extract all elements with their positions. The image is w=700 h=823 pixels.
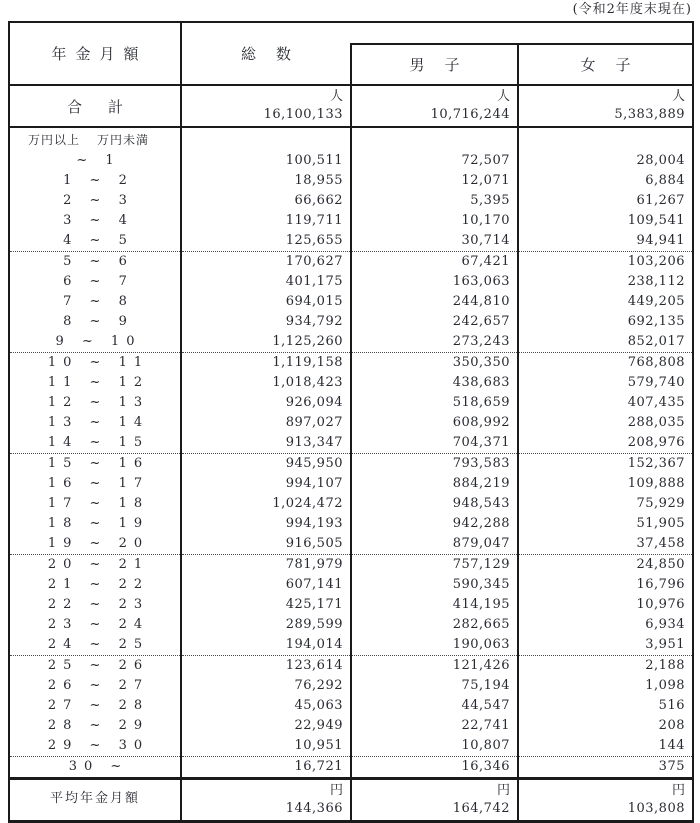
total-value: 170,627: [181, 252, 351, 273]
table-row: [9, 373, 693, 393]
table-row: [9, 676, 693, 696]
female-value: 449,205: [518, 292, 693, 312]
range-label: 14 ~ 15: [9, 433, 181, 454]
table-row: [9, 211, 693, 231]
female-value: 6,884: [518, 171, 693, 191]
range-label: 2 ~ 3: [63, 193, 134, 208]
total-value: 607,141: [181, 575, 351, 595]
range-label: 16 ~ 17: [47, 476, 150, 491]
yen-unit: 円: [329, 783, 343, 798]
total-value: 401,175: [181, 272, 351, 292]
male-value: 190,063: [351, 635, 518, 656]
female-value: 109,888: [518, 474, 693, 494]
male-value: 67,421: [351, 252, 518, 273]
table-row: [9, 413, 693, 433]
total-value: 425,171: [181, 595, 351, 615]
average-label-cell: [9, 779, 181, 822]
range-label: 22 ~ 23: [47, 597, 150, 612]
range-label: 1 ~ 2: [63, 173, 134, 188]
range-label: 19 ~ 20: [9, 534, 181, 555]
male-value: 704,371: [351, 433, 518, 454]
average-label: 平均年金月額: [49, 791, 140, 806]
male-value: 793,583: [351, 454, 518, 475]
average-female-cell: [518, 779, 693, 822]
total-value: 100,511: [181, 151, 351, 171]
average-male-cell: [351, 779, 518, 822]
range-label: 13 ~ 14: [47, 415, 150, 430]
male-value: 879,047: [351, 534, 518, 555]
table-row: [9, 555, 693, 576]
male-value: 244,810: [351, 292, 518, 312]
female-value: 768,808: [518, 353, 693, 374]
header-female: 女子: [518, 44, 693, 85]
total-value: 289,599: [181, 615, 351, 635]
yen-unit: 円: [496, 783, 510, 798]
total-value: 934,792: [181, 312, 351, 332]
table-row: [9, 252, 693, 273]
header-pension-amount: 年金月額: [9, 22, 181, 85]
average-total-cell: [181, 779, 351, 822]
female-value: 10,976: [518, 595, 693, 615]
table-row: [9, 191, 693, 211]
total-value: 994,107: [181, 474, 351, 494]
table-row: [9, 656, 693, 677]
total-value: 1,125,260: [181, 332, 351, 353]
table-row: [9, 433, 693, 454]
total-value: 781,979: [181, 555, 351, 576]
table-row: [9, 292, 693, 312]
total-male-cell: [351, 85, 518, 127]
range-label: 10 ~ 11: [47, 355, 150, 370]
female-value: 24,850: [518, 555, 693, 576]
header-male: 男子: [351, 44, 518, 85]
female-value: 6,934: [518, 615, 693, 635]
male-value: 30,714: [351, 231, 518, 252]
table-row: [9, 615, 693, 635]
female-value: 288,035: [518, 413, 693, 433]
total-value: 45,063: [181, 696, 351, 716]
empty-cell: [351, 127, 518, 151]
female-value: 103,206: [518, 252, 693, 273]
male-value: 5,395: [351, 191, 518, 211]
female-value: 852,017: [518, 332, 693, 353]
table-row: [9, 736, 693, 757]
table-row: [9, 696, 693, 716]
female-value: 208: [518, 716, 693, 736]
table-row: [9, 716, 693, 736]
total-value: 926,094: [181, 393, 351, 413]
header-row-top: [9, 22, 693, 44]
female-value: 238,112: [518, 272, 693, 292]
total-value: 1,119,158: [181, 353, 351, 374]
range-lower-label: 万円以上: [28, 133, 81, 147]
range-label: 9 ~ 10: [9, 332, 181, 353]
female-value: 2,188: [518, 656, 693, 677]
average-row: [9, 779, 693, 822]
female-value: 692,135: [518, 312, 693, 332]
male-value: 72,507: [351, 151, 518, 171]
male-value: 22,741: [351, 716, 518, 736]
range-label: 26 ~ 27: [47, 678, 150, 693]
total-value: 16,721: [181, 757, 351, 779]
range-label: 5 ~ 6: [63, 254, 134, 269]
total-value: 913,347: [181, 433, 351, 454]
male-value: 10,170: [351, 211, 518, 231]
female-value: 51,905: [518, 514, 693, 534]
range-units-cell: [9, 127, 181, 151]
rows-body: [9, 151, 693, 779]
header-notch: [351, 22, 693, 44]
female-value: 516: [518, 696, 693, 716]
table-row: [9, 595, 693, 615]
total-row: [9, 85, 693, 127]
yen-unit: 円: [671, 783, 685, 798]
male-value: 44,547: [351, 696, 518, 716]
total-value: 1,024,472: [181, 494, 351, 514]
average-total-value: 144,366: [285, 801, 343, 816]
total-value: 694,015: [181, 292, 351, 312]
table-row: [9, 514, 693, 534]
male-value: 75,194: [351, 676, 518, 696]
empty-cell: [518, 127, 693, 151]
female-value: 61,267: [518, 191, 693, 211]
range-units-row: [9, 127, 693, 151]
average-female-value: 103,808: [627, 801, 685, 816]
range-label: 25 ~ 26: [47, 658, 150, 673]
male-value: 350,350: [351, 353, 518, 374]
male-value: 414,195: [351, 595, 518, 615]
total-female-cell: [518, 85, 693, 127]
male-value: 12,071: [351, 171, 518, 191]
male-value: 884,219: [351, 474, 518, 494]
male-value: 163,063: [351, 272, 518, 292]
table-row: [9, 757, 693, 779]
range-label: 15 ~ 16: [47, 456, 150, 471]
total-male-value: 10,716,244: [430, 107, 510, 122]
person-unit: 人: [671, 89, 685, 104]
table-row: [9, 534, 693, 555]
total-total-cell: [181, 85, 351, 127]
table-row: [9, 494, 693, 514]
range-label: 27 ~ 28: [47, 698, 150, 713]
total-value: 194,014: [181, 635, 351, 656]
female-value: 3,951: [518, 635, 693, 656]
range-label: 4 ~ 5: [9, 231, 181, 252]
female-value: 144: [518, 736, 693, 757]
female-value: 208,976: [518, 433, 693, 454]
range-label: 30 ~: [68, 759, 129, 774]
range-label: 18 ~ 19: [47, 516, 150, 531]
female-value: 75,929: [518, 494, 693, 514]
total-value: 119,711: [181, 211, 351, 231]
female-value: 375: [518, 757, 693, 779]
table-row: [9, 312, 693, 332]
average-male-value: 164,742: [452, 801, 510, 816]
male-value: 518,659: [351, 393, 518, 413]
range-label: 20 ~ 21: [47, 557, 150, 572]
male-value: 608,992: [351, 413, 518, 433]
empty-cell: [181, 127, 351, 151]
person-unit: 人: [496, 89, 510, 104]
female-value: 37,458: [518, 534, 693, 555]
range-label: 8 ~ 9: [63, 314, 134, 329]
male-value: 16,346: [351, 757, 518, 779]
total-value: 897,027: [181, 413, 351, 433]
table-row: [9, 575, 693, 595]
total-label: 合計: [9, 85, 181, 127]
range-label: 3 ~ 4: [63, 213, 134, 228]
total-value: 916,505: [181, 534, 351, 555]
table-row: [9, 393, 693, 413]
total-value: 66,662: [181, 191, 351, 211]
female-value: 28,004: [518, 151, 693, 171]
range-upper-label: 万円未満: [97, 133, 150, 147]
table-row: [9, 231, 693, 252]
female-value: 152,367: [518, 454, 693, 475]
female-value: 407,435: [518, 393, 693, 413]
range-label: 7 ~ 8: [63, 294, 134, 309]
table-row: [9, 474, 693, 494]
range-label: 11 ~ 12: [47, 375, 150, 390]
range-label: 23 ~ 24: [47, 617, 150, 632]
range-label: 21 ~ 22: [47, 577, 150, 592]
table-row: [9, 171, 693, 191]
male-value: 10,807: [351, 736, 518, 757]
table-row: [9, 272, 693, 292]
range-label: ~ 1: [76, 153, 121, 168]
range-label: 12 ~ 13: [47, 395, 150, 410]
female-value: 579,740: [518, 373, 693, 393]
table-row: [9, 151, 693, 171]
total-value: 18,955: [181, 171, 351, 191]
male-value: 757,129: [351, 555, 518, 576]
range-label: 28 ~ 29: [47, 718, 150, 733]
female-value: 16,796: [518, 575, 693, 595]
female-value: 94,941: [518, 231, 693, 252]
table-row: [9, 353, 693, 374]
range-label: 17 ~ 18: [47, 496, 150, 511]
male-value: 273,243: [351, 332, 518, 353]
male-value: 282,665: [351, 615, 518, 635]
range-label: 24 ~ 25: [9, 635, 181, 656]
total-value: 123,614: [181, 656, 351, 677]
male-value: 942,288: [351, 514, 518, 534]
male-value: 121,426: [351, 656, 518, 677]
total-value: 1,018,423: [181, 373, 351, 393]
male-value: 590,345: [351, 575, 518, 595]
male-value: 438,683: [351, 373, 518, 393]
total-value: 10,951: [181, 736, 351, 757]
range-label: 29 ~ 30: [9, 736, 181, 757]
pension-table: [8, 21, 694, 823]
table-row: [9, 635, 693, 656]
total-female-value: 5,383,889: [614, 107, 685, 122]
range-label: 6 ~ 7: [63, 274, 134, 289]
total-value: 994,193: [181, 514, 351, 534]
header-total: 総数: [181, 22, 351, 85]
report-date-caption: (令和2年度末現在): [572, 2, 692, 17]
total-value: 945,950: [181, 454, 351, 475]
total-total-value: 16,100,133: [263, 107, 343, 122]
person-unit: 人: [329, 89, 343, 104]
total-value: 125,655: [181, 231, 351, 252]
table-header: [9, 22, 693, 85]
female-value: 109,541: [518, 211, 693, 231]
male-value: 242,657: [351, 312, 518, 332]
total-value: 22,949: [181, 716, 351, 736]
table-row: [9, 332, 693, 353]
female-value: 1,098: [518, 676, 693, 696]
table-row: [9, 454, 693, 475]
male-value: 948,543: [351, 494, 518, 514]
total-value: 76,292: [181, 676, 351, 696]
